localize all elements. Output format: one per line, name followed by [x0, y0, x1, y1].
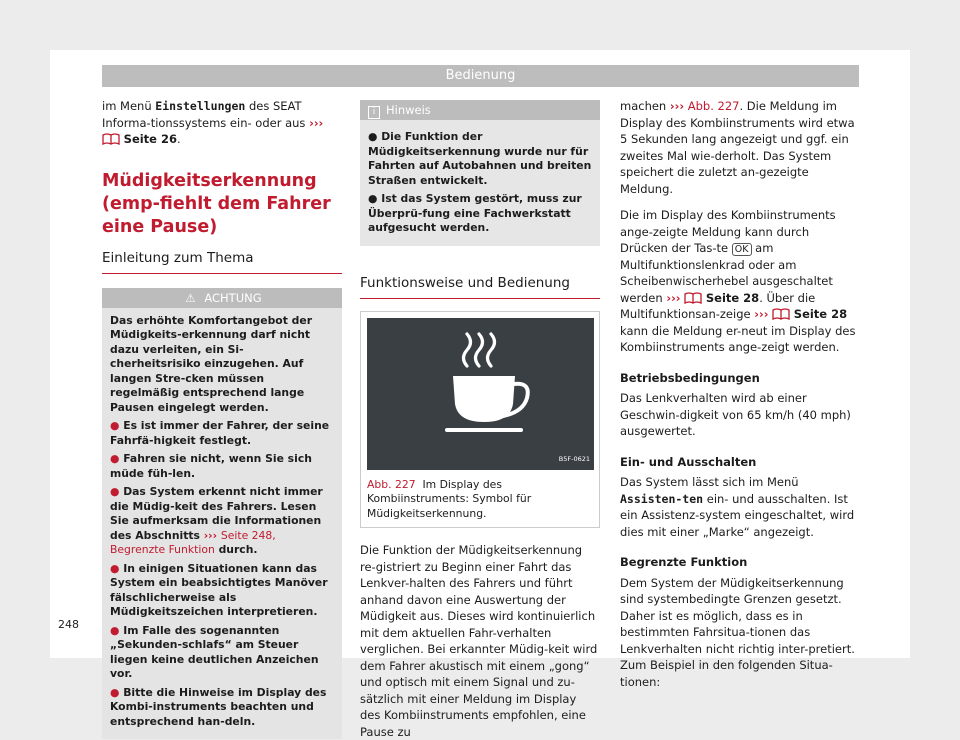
column-right — [620, 98, 860, 690]
warning-intro: Das erhöhte Komfortangebot der Müdigkeits-erkennung darf nicht dazu verleiten, ein Si-cherheitsrisiko einzugehen. Auf langen Stre-cken müssen regelmäßig entsprechend lange Pausen eingelegt werden. — [110, 313, 313, 414]
column-middle — [360, 100, 600, 740]
warning-box — [102, 288, 342, 740]
note-title: Hinweis — [386, 103, 431, 117]
warning-item: ● In einigen Situationen kann das System ein beabsichtigtes Manöver fälschlicherweise als Müdigkeitszeichen interpretieren. — [110, 561, 328, 618]
note-item: ● Ist das System gestört, muss zur Überprü-fung eine Fachwerkstatt aufgesucht werden. — [368, 192, 582, 234]
section-heading: Müdigkeitserkennung (emp-fiehlt dem Fahrer eine Pause) — [102, 170, 331, 237]
figure — [360, 311, 600, 529]
warning-body — [102, 308, 342, 740]
coffee-cup-icon — [367, 318, 594, 470]
warning-header — [102, 288, 342, 308]
body-paragraph: Die Funktion der Müdigkeitserkennung re-gistriert zu Beginn einer Fahrt das Lenkver-halten des Fahrers und führt anhand davon eine Auswertung der Müdigkeit aus. Dieses wird kontinuierlich mit dem aktuellen Fahr-verhalten verglichen. Bei erkannter Müdig-keit wird dem Fahrer akustisch mit einem „gong“ und optisch mit einem Signal und zu-sätzlich mit einer Meldung im Display des Kombiinstruments empfohlen, eine Pause zu — [360, 543, 598, 739]
heading-betriebsbedingungen: Betriebsbedingungen — [620, 370, 760, 385]
book-icon — [684, 292, 702, 304]
ok-key-icon: OK — [732, 243, 752, 256]
ref-arrow: ››› — [666, 290, 681, 305]
figure-caption — [367, 478, 593, 522]
intro-end: . — [176, 132, 181, 146]
paragraph-ok-key: Die im Display des Kombiinstruments ange-zeigte Meldung kann durch Drücken der Tas-te OK am Multifunktionslenkrad oder am Scheibenwischerhebel ausgeschaltet werden ››› Seite 28. Über die Multifunktionsan-zeige ››› Seite 28 kann die Meldung er-neut im Display des Kombiinstruments ange-zeigt werden. — [620, 208, 856, 354]
caption-label: Abb. 227 — [367, 477, 416, 491]
note-item: ● Die Funktion der Müdigkeitserkennung wurde nur für Fahrten auf Autobahnen und breiten Straßen entwickelt. — [368, 130, 592, 187]
warning-item: ● Bitte die Hinweise im Display des Kombi-instruments beachten und entsprechend han-deln. — [110, 685, 327, 728]
warning-item: ● Das System erkennt nicht immer die Müdig-keit des Fahrers. Lesen Sie aufmerksam die Informationen des Abschnitts ››› Seite 248, Begrenzte Funktion durch. — [110, 485, 323, 556]
note-body — [360, 120, 600, 246]
header-title: Bedienung — [102, 65, 859, 87]
figure-code: B5F-0621 — [558, 455, 590, 463]
figure-ref-link[interactable]: Abb. 227 — [687, 99, 740, 113]
warning-title: ACHTUNG — [204, 290, 262, 305]
info-icon: i — [368, 106, 380, 119]
intro-paragraph — [102, 98, 342, 148]
paragraph-begrenzt: Dem System der Müdigkeitserkennung sind systembedingte Grenzen gesetzt. Daher ist es möglich, dass es in bestimmten Fahrsitua-tionen das Lenkverhalten nicht richtig inter-pretiert. Zum Beispiel in den folgenden Situa-tionen: — [620, 575, 855, 689]
intro-mid: des SEAT Informa-tionssystems ein- oder aus — [102, 99, 310, 130]
page-ref-link[interactable]: Seite 248, Begrenzte Funktion — [110, 528, 276, 556]
menu-einstellungen: Einstellungen — [155, 99, 246, 113]
ref-arrow: ››› — [203, 528, 218, 542]
section-heading-funktion: Funktionsweise und Bedienung — [360, 274, 600, 299]
book-icon — [102, 133, 120, 145]
page-ref-link[interactable]: Seite 28 — [793, 307, 848, 321]
subsection-heading: Einleitung zum Thema — [102, 249, 342, 274]
page-ref-link[interactable]: Seite 28 — [705, 290, 760, 305]
note-header — [360, 100, 600, 120]
warning-icon: ⚠ — [185, 290, 196, 305]
display-image — [367, 318, 594, 470]
caption-text: Im Display des Kombiinstruments: Symbol für Müdigkeitserkennung. — [367, 477, 532, 520]
note-box — [360, 100, 600, 246]
paragraph-meldung: machen ››› Abb. 227. Die Meldung im Display des Kombiinstruments wird etwa 5 Sekunden lang angezeigt und ggf. ein zweites Mal wie-derholt. Das System speichert die zuletzt an-gezeigte Meldung. — [620, 99, 855, 196]
intro-page-ref[interactable]: Seite 26 — [123, 132, 177, 146]
menu-assistenten: Assisten-ten — [620, 491, 704, 506]
column-left — [102, 98, 342, 739]
warning-item: ● Im Falle des sogenannten „Sekunden-schlafs“ am Steuer liegen keine deutlichen Anzeichen vor. — [110, 623, 319, 680]
ref-arrow: ››› — [309, 115, 324, 130]
paragraph-betrieb: Das Lenkverhalten wird ab einer Geschwin-digkeit von 65 km/h (40 mph) ausgewertet. — [620, 391, 851, 438]
ref-arrow: ››› — [669, 99, 685, 113]
heading-ein-aus: Ein- und Ausschalten — [620, 454, 757, 469]
ref-arrow: ››› — [754, 307, 769, 321]
paragraph-ein-aus: Das System lässt sich im Menü Assisten-ten ein- und ausschalten. Ist ein Assistenz-system eingeschaltet, wird dies mit einer „Marke“ angezeigt. — [620, 475, 855, 539]
book-icon — [772, 308, 790, 320]
page-number: 248 — [58, 618, 79, 631]
heading-begrenzte-funktion: Begrenzte Funktion — [620, 555, 748, 569]
warning-item: ● Es ist immer der Fahrer, der seine Fahrfä-higkeit festlegt. — [110, 419, 330, 447]
intro-pre: im Menü — [102, 99, 156, 113]
warning-item: ● Fahren sie nicht, wenn Sie sich müde füh-len. — [110, 452, 312, 480]
